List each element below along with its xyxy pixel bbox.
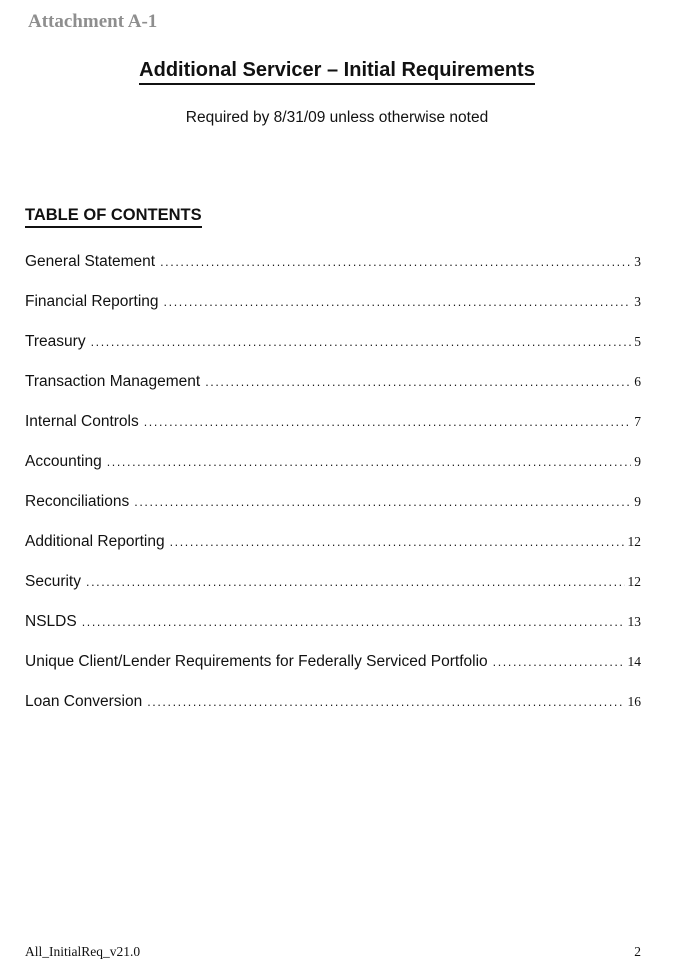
toc-entry xyxy=(25,653,641,673)
toc-dot-leader xyxy=(107,453,632,471)
title-block xyxy=(0,58,674,85)
toc-dot-leader xyxy=(82,613,625,631)
toc-entry-page: 3 xyxy=(634,254,641,269)
toc-dot-leader xyxy=(147,693,624,711)
toc-list xyxy=(25,253,641,713)
toc-entry xyxy=(25,253,641,273)
document-subtitle: Required by 8/31/09 unless otherwise noted xyxy=(185,109,489,126)
toc-entry-page: 7 xyxy=(634,414,641,429)
toc-entry-label: Accounting xyxy=(25,453,102,470)
toc-dot-leader xyxy=(164,293,632,311)
toc-dot-leader xyxy=(493,653,625,671)
toc-entry xyxy=(25,373,641,393)
toc-entry-label: Unique Client/Lender Requirements for Federally Serviced Portfolio xyxy=(25,653,488,670)
toc-entry-label: Reconciliations xyxy=(25,493,130,510)
toc-entry-page: 9 xyxy=(634,454,641,469)
toc-entry-label: NSLDS xyxy=(25,613,77,630)
footer-page-number: 2 xyxy=(634,944,641,959)
toc-entry-label: Transaction Management xyxy=(25,373,201,390)
document-title: Additional Servicer – Initial Requirements xyxy=(139,58,535,85)
toc-entry xyxy=(25,693,641,713)
toc-entry-label: Financial Reporting xyxy=(25,293,159,310)
toc-entry-label: Treasury xyxy=(25,333,86,350)
toc-entry-page: 12 xyxy=(627,534,641,549)
footer-document-version: All_InitialReq_v21.0 xyxy=(25,944,141,959)
toc-entry-label: Internal Controls xyxy=(25,413,139,430)
toc-dot-leader xyxy=(134,493,631,511)
toc-entry-label: Additional Reporting xyxy=(25,533,165,550)
toc-entry xyxy=(25,613,641,633)
toc-entry-page: 13 xyxy=(627,614,641,629)
toc-dot-leader xyxy=(86,573,625,591)
toc-entry xyxy=(25,333,641,353)
toc-entry-page: 3 xyxy=(634,294,641,309)
toc-dot-leader xyxy=(205,373,631,391)
toc-dot-leader xyxy=(91,333,632,351)
toc-entry-label: General Statement xyxy=(25,253,156,270)
toc-entry-page: 5 xyxy=(634,334,641,349)
toc-entry xyxy=(25,413,641,433)
toc-entry xyxy=(25,533,641,553)
toc-entry-label: Security xyxy=(25,573,81,590)
toc-entry-label: Loan Conversion xyxy=(25,693,143,710)
attachment-label: Attachment A-1 xyxy=(28,11,158,32)
page-footer xyxy=(25,944,641,960)
toc-entry-page: 16 xyxy=(627,694,641,709)
toc-entry-page: 12 xyxy=(627,574,641,589)
toc-entry xyxy=(25,573,641,593)
toc-heading: TABLE OF CONTENTS xyxy=(25,205,202,228)
toc-entry-page: 9 xyxy=(634,494,641,509)
toc-entry-page: 6 xyxy=(634,374,641,389)
toc-entry xyxy=(25,293,641,313)
toc-dot-leader xyxy=(144,413,632,431)
toc-heading-block xyxy=(25,205,674,228)
toc-entry-page: 14 xyxy=(627,654,641,669)
toc-dot-leader xyxy=(160,253,631,271)
toc-dot-leader xyxy=(170,533,625,551)
toc-entry xyxy=(25,493,641,513)
toc-entry xyxy=(25,453,641,473)
